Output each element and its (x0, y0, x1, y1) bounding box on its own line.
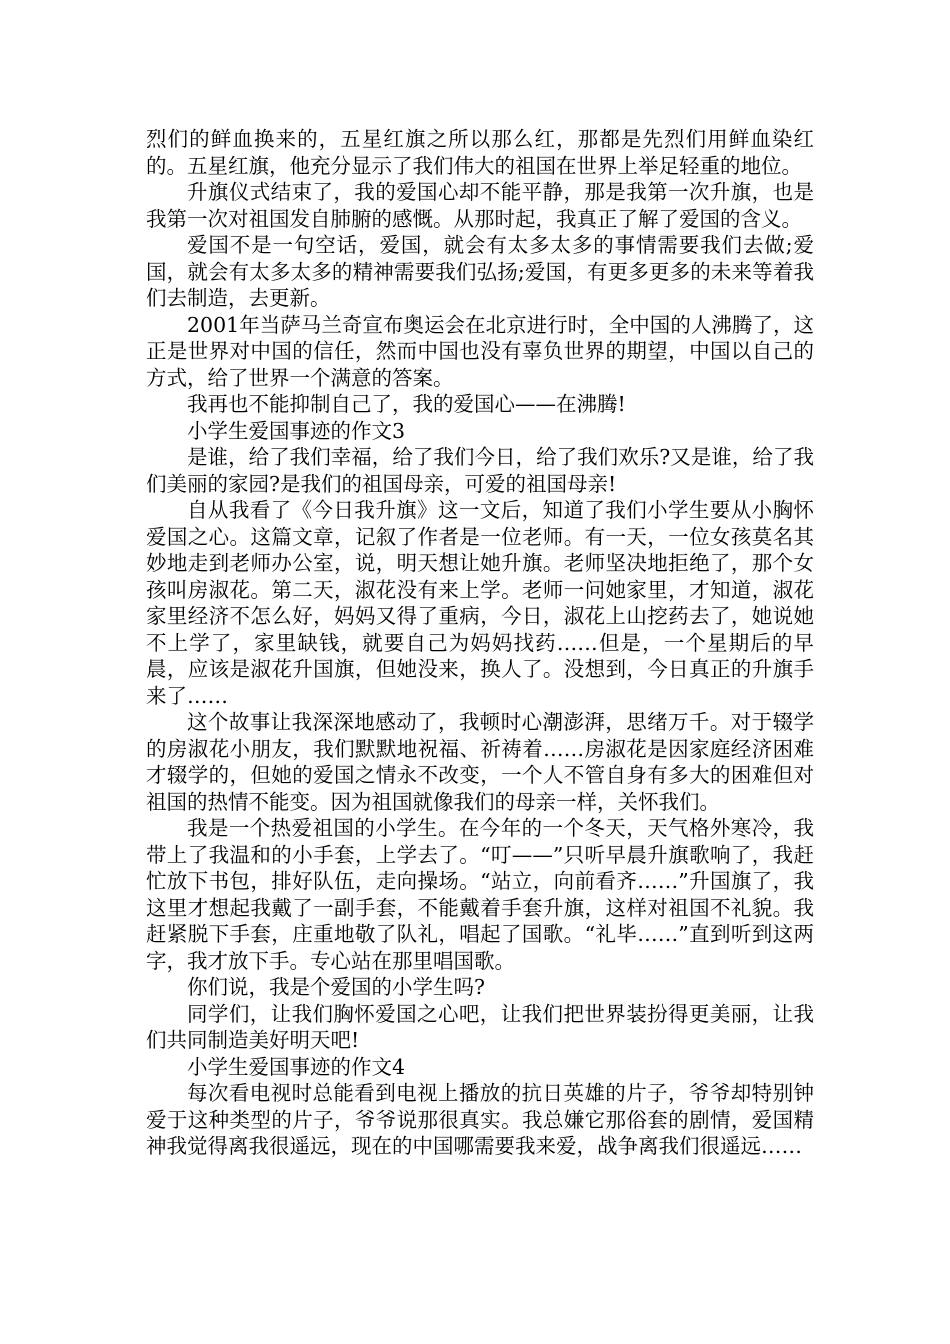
paragraph-12: 每次看电视时总能看到电视上播放的抗日英雄的片子，爷爷却特别钟爱于这种类型的片子，爷爷说那很真实。我总嫌它那俗套的剧情，爱国精神我觉得离我很遥远，现在的中国哪需要我来爱，战争离我们很遥远…… (146, 1081, 814, 1158)
paragraph-8: 这个故事让我深深地感动了，我顿时心潮澎湃，思绪万千。对于辍学的房淑花小朋友，我们默默地祝福、祈祷着……房淑花是因家庭经济困难才辍学的，但她的爱国之情永不改变，一个人不管自身有多大的困难但对祖国的热情不能变。因为祖国就像我们的母亲一样，关怀我们。 (146, 710, 814, 814)
paragraph-2: 升旗仪式结束了，我的爱国心却不能平静，那是我第一次升旗，也是我第一次对祖国发自肺腑的感慨。从那时起，我真正了解了爱国的含义。 (146, 180, 814, 231)
paragraph-4: 2001年当萨马兰奇宣布奥运会在北京进行时，全中国的人沸腾了，这正是世界对中国的信任，然而中国也没有辜负世界的期望，中国以自己的方式，给了世界一个满意的答案。 (146, 312, 814, 390)
document-page (146, 126, 814, 1160)
paragraph-10: 你们说，我是个爱国的小学生吗? (187, 975, 485, 999)
paragraph-5: 我再也不能抑制自己了，我的爱国心——在沸腾! (187, 392, 626, 416)
section-heading-4: 小学生爱国事迹的作文4 (187, 1054, 406, 1079)
paragraph-3: 爱国不是一句空话，爱国，就会有太多太多的事情需要我们去做;爱国，就会有太多太多的精神需要我们弘扬;爱国，有更多更多的未来等着我们去制造，去更新。 (146, 233, 814, 310)
paragraph-1: 烈们的鲜血换来的，五星红旗之所以那么红，那都是先烈们用鲜血染红的。五星红旗，他充分显示了我们伟大的祖国在世界上举足轻重的地位。 (146, 127, 814, 178)
section-heading-3: 小学生爱国事迹的作文3 (187, 418, 406, 443)
paragraph-9: 我是一个热爱祖国的小学生。在今年的一个冬天，天气格外寒冷，我带上了我温和的小手套，上学去了。“叮——”只听早晨升旗歌响了，我赶忙放下书包，排好队伍，走向操场。“站立，向前看齐……”升国旗了，我这里才想起我戴了一副手套，不能戴着手套升旗，这样对祖国不礼貌。我赶紧脱下手套，庄重地敬了队礼，唱起了国歌。“礼毕……”直到听到这两字，我才放下手。专心站在那里唱国歌。 (146, 816, 814, 973)
paragraph-6: 是谁，给了我们幸福，给了我们今日，给了我们欢乐?又是谁，给了我们美丽的家园?是我们的祖国母亲，可爱的祖国母亲! (146, 445, 814, 496)
paragraph-7: 自从我看了《今日我升旗》这一文后，知道了我们小学生要从小胸怀爱国之心。这篇文章，记叙了作者是一位老师。有一天，一位女孩莫名其妙地走到老师办公室，说，明天想让她升旗。老师坚决地拒绝了，那个女孩叫房淑花。第二天，淑花没有来上学。老师一问她家里，才知道，淑花家里经济不怎么好，妈妈又得了重病，今日，淑花上山挖药去了，她说她不上学了，家里缺钱，就要自己为妈妈找药……但是，一个星期后的早晨，应该是淑花升国旗，但她没来，换人了。没想到，今日真正的升旗手来了…… (146, 498, 814, 708)
paragraph-11: 同学们，让我们胸怀爱国之心吧，让我们把世界装扮得更美丽，让我们共同制造美好明天吧! (146, 1001, 814, 1052)
